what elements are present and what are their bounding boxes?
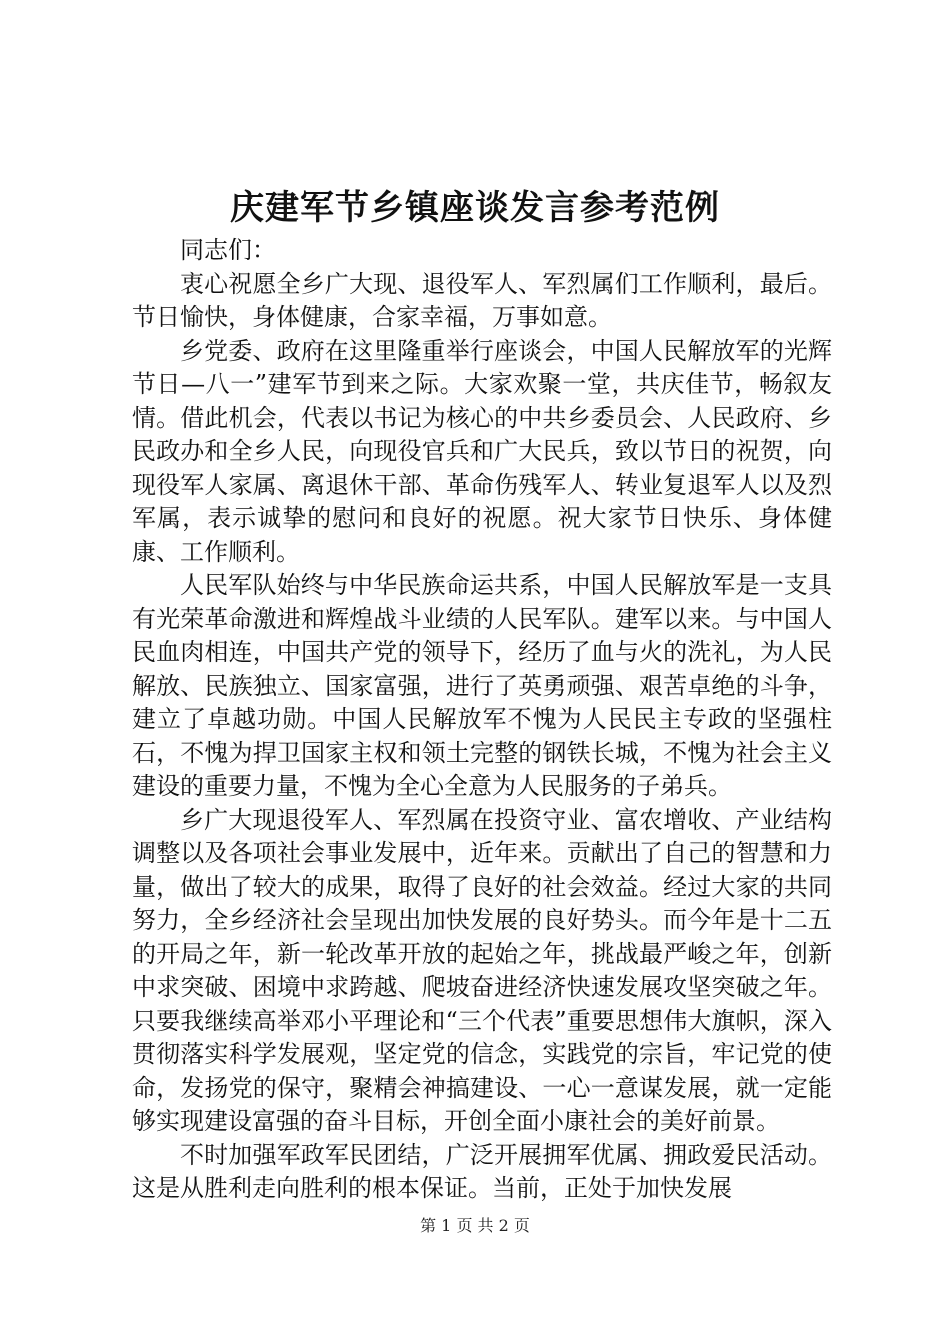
salutation: 同志们： <box>180 236 276 264</box>
document-title: 庆建军节乡镇座谈发言参考范例 <box>230 188 720 228</box>
page-number-footer: 第 1 页 共 2 页 <box>420 1216 530 1235</box>
paragraph-1: 衷心祝愿全乡广大现、退役军人、军烈属们工作顺利，最后。节日愉快，身体健康，合家幸福，万事如意。 <box>132 269 832 331</box>
paragraph-3: 人民军队始终与中华民族命运共系，中国人民解放军是一支具有光荣革命激进和辉煌战斗业绩的人民军队。建军以来。与中国人民血肉相连，中国共产党的领导下，经历了血与火的洗礼，为人民解放、民族独立、国家富强，进行了英勇顽强、艰苦卓绝的斗争，建立了卓越功勋。中国人民解放军不愧为人民民主专政的坚强柱石，不愧为捍卫国家主权和领土完整的钢铁长城，不愧为社会主义建设的重要力量，不愧为全心全意为人民服务的子弟兵。 <box>132 571 832 800</box>
paragraph-4: 乡广大现退役军人、军烈属在投资守业、富农增收、产业结构调整以及各项社会事业发展中，近年来。贡献出了自己的智慧和力量，做出了较大的成果，取得了良好的社会效益。经过大家的共同努力，全乡经济社会呈现出加快发展的良好势头。而今年是十二五的开局之年，新一轮改革开放的起始之年，挑战最严峻之年，创新中求突破、困境中求跨越、爬坡奋进经济快速发展攻坚突破之年。只要我继续高举邓小平理论和“三个代表”重要思想伟大旗帜，深入贯彻落实科学发展观，坚定党的信念，实践党的宗旨，牢记党的使命，发扬党的保守，聚精会神搞建设、一心一意谋发展，就一定能够实现建设富强的奋斗目标，开创全面小康社会的美好前景。 <box>132 805 832 1135</box>
document-body <box>132 234 832 1206</box>
paragraph-5: 不时加强军政军民团结，广泛开展拥军优属、拥政爱民活动。这是从胜利走向胜利的根本保证。当前，正处于加快发展 <box>132 1140 832 1202</box>
paragraph-2: 乡党委、政府在这里隆重举行座谈会，中国人民解放军的光辉节日—八一”建军节到来之际。大家欢聚一堂，共庆佳节，畅叙友情。借此机会，代表以书记为核心的中共乡委员会、人民政府、乡民政办和全乡人民，向现役官兵和广大民兵，致以节日的祝贺，向现役军人家属、离退休干部、革命伤残军人、转业复退军人以及烈军属，表示诚挚的慰问和良好的祝愿。祝大家节日快乐、身体健康、工作顺利。 <box>132 336 832 566</box>
